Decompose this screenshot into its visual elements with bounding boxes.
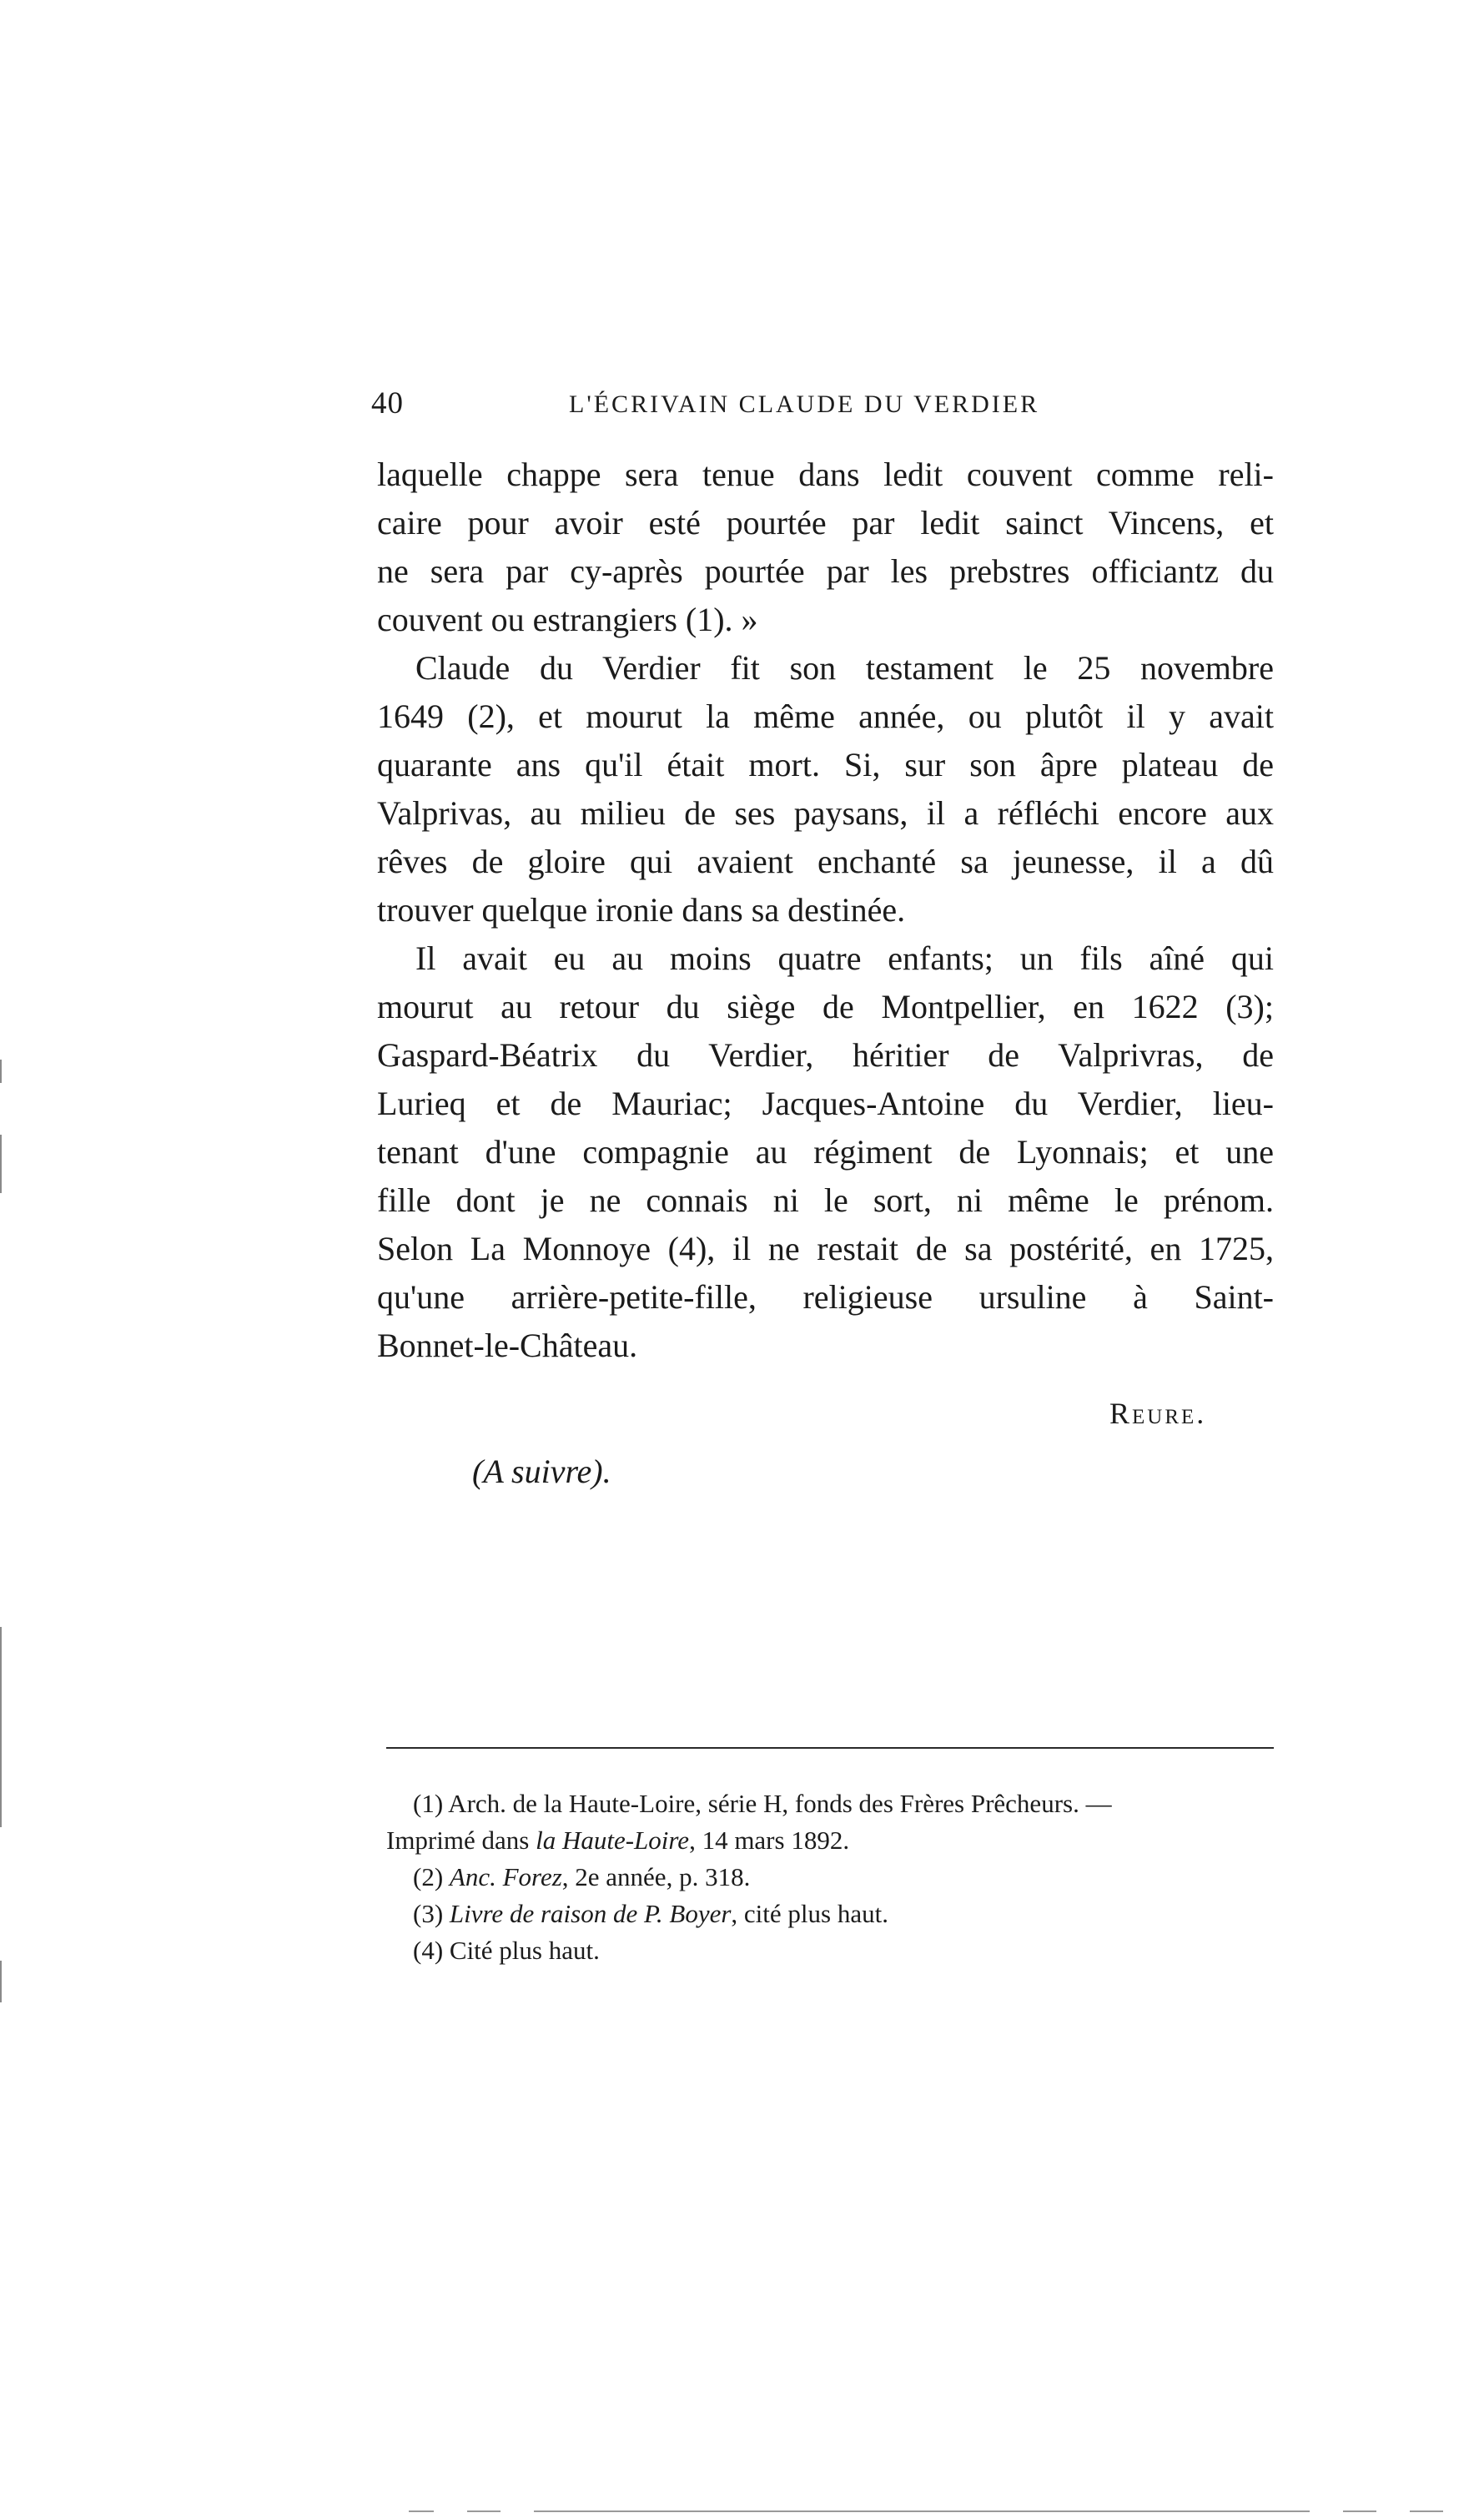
scan-edge-mark xyxy=(1410,2510,1443,2512)
scan-edge-mark xyxy=(0,1627,2,1827)
scan-edge-mark xyxy=(534,2510,1310,2512)
scan-edge-mark xyxy=(0,1961,2,2002)
footnote-text: , 2e année, p. 318. xyxy=(561,1862,751,1891)
text-line: tenant d'une compagnie au régiment de Lyonnais; et une xyxy=(377,1133,1274,1171)
text-line: Valprivas, au milieu de ses paysans, il a réfléchi encore aux xyxy=(377,794,1274,832)
footnote-1: (1) Arch. de la Haute-Loire, série H, fonds des Frères Prêcheurs. — xyxy=(413,1789,1112,1818)
text-line: trouver quelque ironie dans sa destinée. xyxy=(377,891,906,929)
scan-edge-mark xyxy=(467,2510,501,2512)
text-line: Bonnet-le-Château. xyxy=(377,1327,638,1364)
footnote-1-continuation xyxy=(386,1822,1287,1859)
scan-edge-mark xyxy=(1343,2510,1376,2512)
text-line: Gaspard-Béatrix du Verdier, héritier de Valprivras, de xyxy=(377,1036,1274,1074)
footnote-3 xyxy=(386,1896,1287,1932)
text-line: ne sera par cy-après pourtée par les prebstres officiantz du xyxy=(377,552,1274,590)
text-line: caire pour avoir esté pourtée par ledit sainct Vincens, et xyxy=(377,504,1274,541)
text-line: quarante ans qu'il était mort. Si, sur son âpre plateau de xyxy=(377,746,1274,783)
text-line: Selon La Monnoye (4), il ne restait de sa postérité, en 1725, xyxy=(377,1230,1274,1267)
page-header xyxy=(371,385,1280,436)
footnote-text: (3) xyxy=(413,1899,450,1928)
footnote-4: (4) Cité plus haut. xyxy=(413,1936,600,1965)
footnote-text: , 14 mars 1892. xyxy=(689,1826,850,1855)
text-line: couvent ou estrangiers (1). » xyxy=(377,601,758,638)
footnote-italic-title: Anc. Forez xyxy=(449,1862,562,1891)
text-line: Il avait eu au moins quatre enfants; un fils aîné qui xyxy=(415,939,1274,977)
text-line: fille dont je ne connais ni le sort, ni même le prénom. xyxy=(377,1181,1274,1219)
text-line: Lurieq et de Mauriac; Jacques-Antoine du Verdier, lieu- xyxy=(377,1085,1274,1122)
body-text xyxy=(377,451,1274,1370)
page-number: 40 xyxy=(371,386,404,421)
author-signature: Reure. xyxy=(1109,1397,1207,1430)
footnote-text: Imprimé dans xyxy=(386,1826,536,1855)
scan-edge-mark xyxy=(0,1060,2,1083)
scan-edge-mark xyxy=(0,1135,2,1193)
text-line: rêves de gloire qui avaient enchanté sa jeunesse, il a dû xyxy=(377,843,1274,880)
scan-edge-mark xyxy=(409,2510,434,2512)
footnote-divider xyxy=(386,1747,1274,1749)
footnote-text: , cité plus haut. xyxy=(731,1899,888,1928)
footnote-text: (2) xyxy=(413,1862,450,1891)
running-title: L'ÉCRIVAIN CLAUDE DU VERDIER xyxy=(569,390,1040,418)
footnote-italic-title: la Haute-Loire xyxy=(536,1826,690,1855)
text-line: 1649 (2), et mourut la même année, ou plutôt il y avait xyxy=(377,697,1274,735)
footnote-italic-title: Livre de raison de P. Boyer xyxy=(449,1899,732,1928)
text-line: Claude du Verdier fit son testament le 25 novembre xyxy=(415,649,1274,687)
to-be-continued-note: (A suivre). xyxy=(472,1453,611,1490)
text-line: qu'une arrière-petite-fille, religieuse ursuline à Saint- xyxy=(377,1278,1274,1316)
text-line: laquelle chappe sera tenue dans ledit couvent comme reli- xyxy=(377,456,1274,493)
footnotes xyxy=(386,1785,1287,1969)
text-line: mourut au retour du siège de Montpellier, en 1622 (3); xyxy=(377,988,1274,1025)
footnote-2 xyxy=(386,1859,1287,1896)
